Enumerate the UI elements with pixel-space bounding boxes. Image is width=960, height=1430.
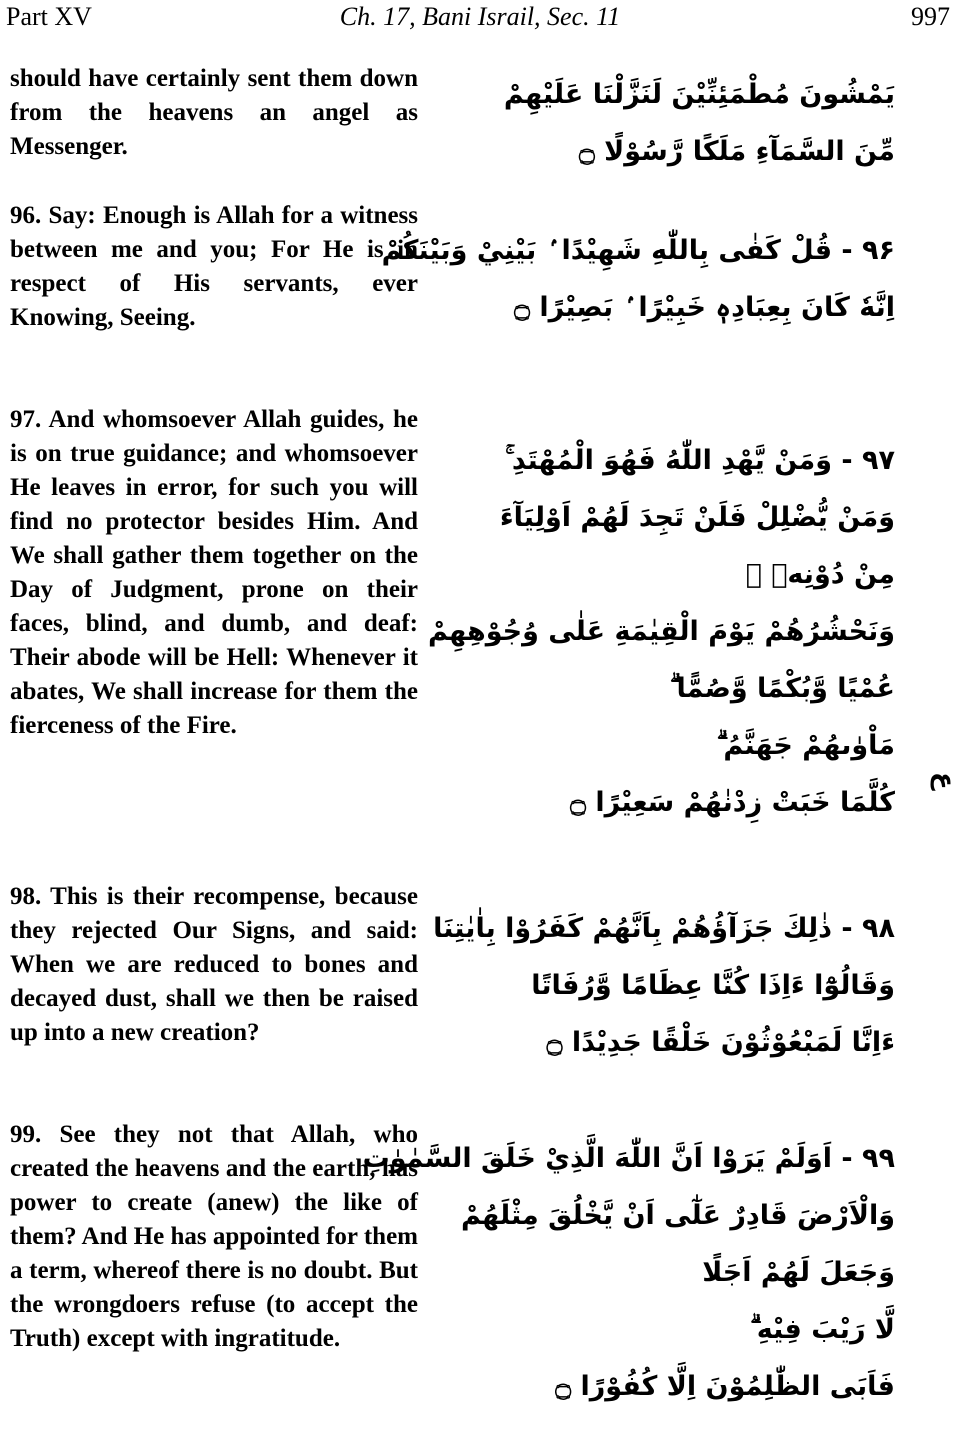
arabic-line: ۹۸ - ذٰلِكَ جَزَآؤُهُمْ بِاَنَّهُمْ كَفَرُوْا بِاٰيٰتِنَا bbox=[433, 913, 895, 944]
verse-96-arabic bbox=[381, 222, 895, 336]
verse-99-arabic bbox=[362, 1130, 895, 1415]
arabic-line: وَمَنْ يُّضْلِلْ فَلَنْ تَجِدَ لَهُمْ اَوْلِيَآءَ bbox=[499, 502, 895, 533]
arabic-line: ءَاِنَّا لَمَبْعُوْثُوْنَ خَلْقًا جَدِيْدًا ۝ bbox=[546, 1027, 895, 1058]
arabic-line: وَنَحْشُرُهُمْ يَوْمَ الْقِيٰمَةِ عَلٰى وُجُوْهِهِمْ bbox=[428, 616, 895, 647]
chapter-title: Ch. 17, Bani Israil, Sec. 11 bbox=[339, 2, 621, 31]
arabic-line: مِنْ دُوْنِهٖ ۗ bbox=[745, 559, 895, 590]
arabic-line: كُلَّمَا خَبَتْ زِدْنٰهُمْ سَعِيْرًا ۝ bbox=[570, 787, 895, 818]
ruku-marker: ع bbox=[930, 772, 960, 790]
verse-98-arabic bbox=[433, 900, 895, 1071]
arabic-line: عُمْيًا وَّبُكْمًا وَّصُمًّا ۗ bbox=[669, 673, 895, 704]
arabic-line: ۹۹ - اَوَلَمْ يَرَوْا اَنَّ اللّٰهَ الَّذِيْ خَلَقَ السَّمٰوٰتِ bbox=[362, 1143, 895, 1174]
arabic-line: ۹۷ - وَمَنْ يَّهْدِ اللّٰهُ فَهُوَ الْمُهْتَدِ ۚ bbox=[505, 445, 895, 476]
verse-99-english: 99. See they not that Allah, who created the heavens and the earth, has power to create (anew) the like of them? And He has appointed for them a term, whereof there is no doubt. But the wrongdoers refuse (to accept the Truth) except with ingratitude. bbox=[10, 1121, 418, 1352]
verse-95-english: should have certainly sent them down from the heavens an angel as Messenger. bbox=[10, 65, 418, 160]
arabic-line: ۹۶ - قُلْ كَفٰى بِاللّٰهِ شَهِيْدًا ۢ بَيْنِيْ وَبَيْنَكُمْ bbox=[381, 235, 895, 266]
arabic-line: لَّا رَيْبَ فِيْهِ ۗ bbox=[750, 1314, 895, 1345]
verse-97-arabic bbox=[428, 432, 895, 831]
arabic-line: يَمْشُونَ مُطْمَئِنِّيْنَ لَنَزَّلْنَا عَلَيْهِمْ bbox=[503, 79, 895, 110]
verse-97-english: 97. And whomsoever Allah guides, he is on true guidance; and whomsoever He leaves in error, for such you will find no protector besides Him. And We shall gather them together on the Day of Judgment, prone on their faces, blind, and dumb, and deaf: Their abode will be Hell: Whenever it abates, We shall increase for them the fierceness of the Fire. bbox=[10, 406, 418, 739]
page-number: 997 bbox=[911, 2, 950, 31]
arabic-line: مِّنَ السَّمَآءِ مَلَكًا رَّسُوْلًا ۝ bbox=[578, 136, 895, 167]
part-label: Part XV bbox=[6, 2, 92, 31]
arabic-line: فَاَبَى الظّٰلِمُوْنَ اِلَّا كُفُوْرًا ۝ bbox=[555, 1371, 895, 1402]
arabic-line: وَالْاَرْضَ قَادِرٌ عَلٰٓى اَنْ يَّخْلُقَ مِثْلَهُمْ bbox=[460, 1200, 895, 1231]
arabic-line: اِنَّهٗ كَانَ بِعِبَادِهٖ خَبِيْرًا ۢ بَصِيْرًا ۝ bbox=[514, 292, 895, 323]
arabic-line: مَاْوٰىهُمْ جَهَنَّمُ ۗ bbox=[716, 730, 895, 761]
verse-95-arabic bbox=[465, 66, 895, 180]
arabic-line: وَجَعَلَ لَهُمْ اَجَلًا bbox=[702, 1257, 895, 1288]
page-header bbox=[0, 0, 960, 40]
verse-96-english: 96. Say: Enough is Allah for a witness between me and you; For He is in respect of His servants, ever Knowing, Seeing. bbox=[10, 202, 418, 331]
verse-98-english: 98. This is their recompense, because they rejected Our Signs, and said: When we are reduced to bones and decayed dust, shall we then be raised up into a new creation? bbox=[10, 883, 418, 1046]
arabic-line: وَقَالُوْٓا ءَاِذَا كُنَّا عِظَامًا وَّرُفَاتًا bbox=[531, 970, 895, 1001]
